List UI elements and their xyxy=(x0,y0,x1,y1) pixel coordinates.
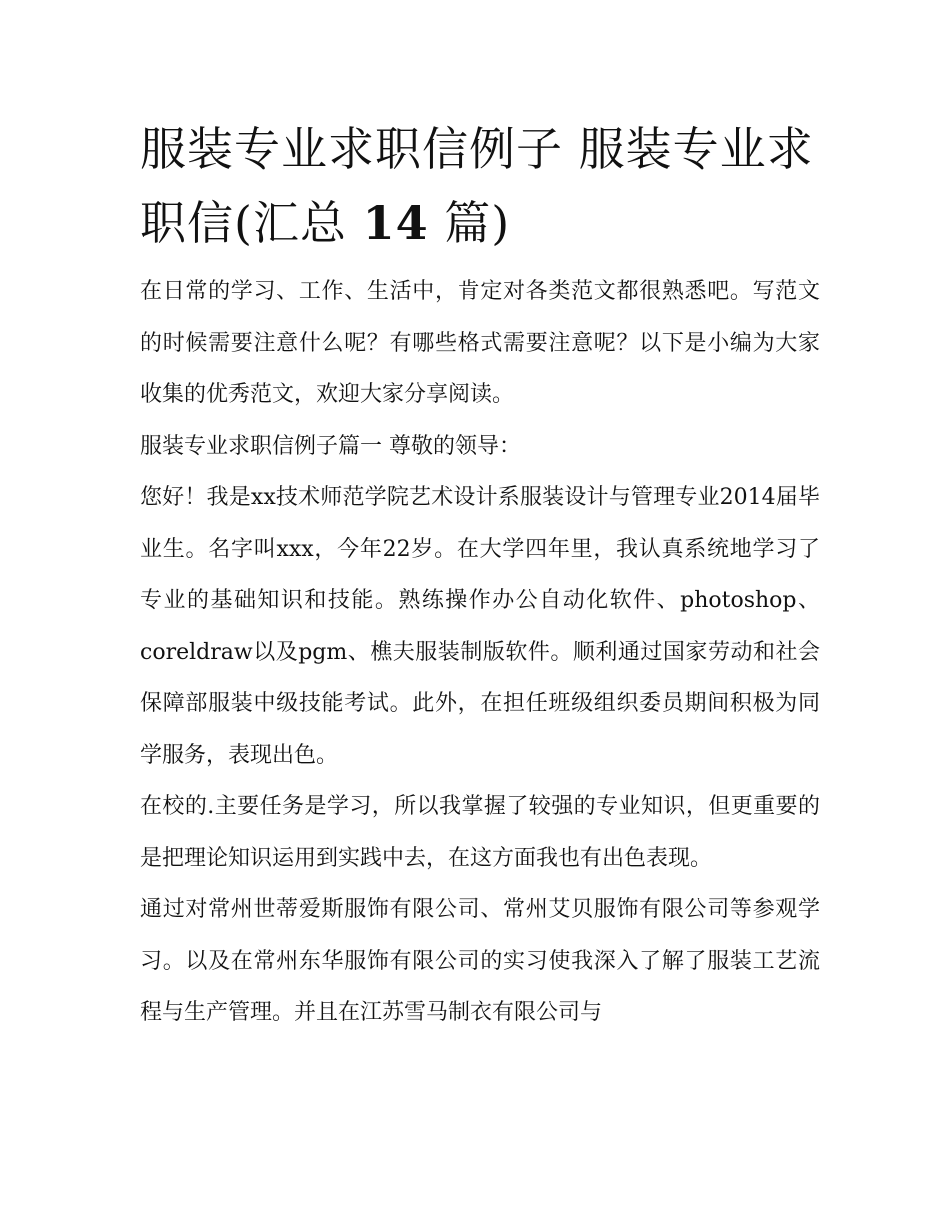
title-text: 服装专业求职信例子 服装专业求职信(汇总 xyxy=(140,122,814,250)
body-paragraph-3: 通过对常州世蒂爱斯服饰有限公司、常州艾贝服饰有限公司等参观学习。以及在常州东华服饰有限公司的实习使我深入了解了服装工艺流程与生产管理。并且在江苏雪马制衣有限公司与 xyxy=(140,897,820,1025)
intro-paragraph: 在日常的学习、工作、生活中，肯定对各类范文都很熟悉吧。写范文的时候需要注意什么呢？有哪些格式需要注意呢？以下是小编为大家收集的优秀范文，欢迎大家分享阅读。 xyxy=(140,279,820,407)
document-page xyxy=(140,112,820,1039)
title-number: 14 xyxy=(362,196,429,250)
letter-heading: 服装专业求职信例子篇一 尊敬的领导： xyxy=(140,433,521,459)
title-suffix: 篇) xyxy=(444,196,511,250)
body-paragraph-2: 在校的.主要任务是学习，所以我掌握了较强的专业知识，但更重要的是把理论知识运用到实践中去，在这方面我也有出色表现。 xyxy=(140,794,820,871)
body-paragraph-1: 您好！我是xx技术师范学院艺术设计系服装设计与管理专业2014届毕业生。名字叫xxx，今年22岁。在大学四年里，我认真系统地学习了专业的基础知识和技能。熟练操作办公自动化软件、photoshop、coreldraw以及pgm、樵夫服装制版软件。顺利通过国家劳动和社会保障部服装中级技能考试。此外，在担任班级组织委员期间积极为同学服务，表现出色。 xyxy=(140,485,820,768)
document-title xyxy=(140,112,820,260)
